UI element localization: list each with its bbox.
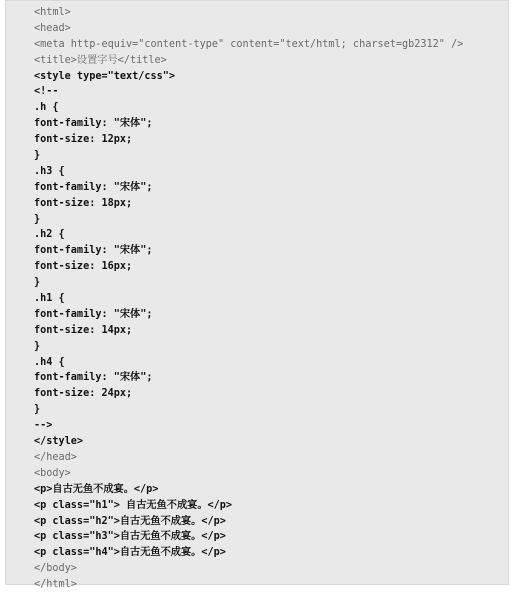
- code-line: font-family: "宋体";: [34, 245, 153, 257]
- code-line: .h3 {: [34, 165, 65, 177]
- code-listing-panel: [5, 0, 509, 591]
- code-line: -->: [34, 420, 53, 432]
- code-line: font-size: 18px;: [34, 197, 133, 209]
- code-line: </html>: [34, 579, 77, 591]
- code-line: font-size: 16px;: [34, 261, 133, 273]
- code-line: font-family: "宋体";: [34, 118, 153, 130]
- code-line: </head>: [34, 451, 77, 463]
- code-line: <p class="h4">自古无鱼不成宴。</p>: [34, 547, 226, 559]
- code-line: .h4 {: [34, 356, 65, 368]
- code-line: <p class="h1"> 自古无鱼不成宴。</p>: [34, 499, 233, 511]
- code-line: <!--: [34, 86, 59, 98]
- code-line: font-family: "宋体";: [34, 181, 153, 193]
- code-line: <head>: [34, 22, 71, 34]
- code-line: <style type="text/css">: [34, 70, 176, 82]
- code-line: .h1 {: [34, 293, 65, 305]
- code-lines: [34, 5, 463, 593]
- code-line: </body>: [34, 563, 77, 575]
- code-line: font-size: 12px;: [34, 134, 133, 146]
- code-line: }: [34, 213, 41, 225]
- code-line: font-size: 14px;: [34, 324, 133, 336]
- code-line: .h2 {: [34, 229, 65, 241]
- code-line: font-family: "宋体";: [34, 372, 153, 384]
- code-line: <title>设置字号</title>: [34, 54, 167, 66]
- code-line: font-size: 24px;: [34, 388, 133, 400]
- code-line: }: [34, 404, 41, 416]
- code-line: .h {: [34, 102, 59, 114]
- code-line: <p>自古无鱼不成宴。</p>: [34, 483, 159, 495]
- code-line: <p class="h2">自古无鱼不成宴。</p>: [34, 515, 226, 527]
- code-line: }: [34, 340, 41, 352]
- code-line: </style>: [34, 436, 84, 448]
- code-line: <p class="h3">自古无鱼不成宴。</p>: [34, 531, 226, 543]
- code-line: }: [34, 150, 41, 162]
- code-line: font-family: "宋体";: [34, 308, 153, 320]
- code-line: <meta http-equiv="content-type" content="text/html; charset=gb2312" />: [34, 38, 464, 50]
- code-line: }: [34, 277, 41, 289]
- code-line: <html>: [34, 7, 71, 18]
- code-line: <body>: [34, 467, 71, 479]
